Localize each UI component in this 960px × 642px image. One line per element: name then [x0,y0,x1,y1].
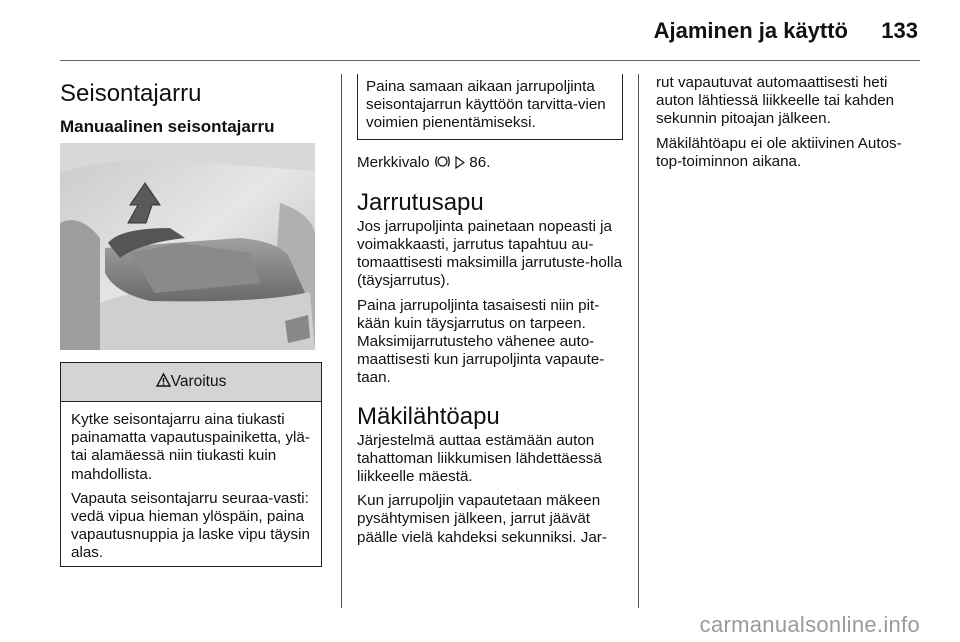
hill-start-title: Mäkilähtöapu [357,402,500,430]
warning-body [61,402,321,563]
middle-column [357,74,623,553]
chapter-title: Ajaminen ja käyttö [653,18,848,43]
indicator-label: Merkkivalo [357,153,430,171]
warning-triangle-icon [156,373,171,392]
brake-assist-paragraph: Paina jarrupoljinta tasaisesti niin pit-kään kuin täysjarrutus on tarpeen. Maksimijarrutusteho vähenee auto-maattisesti kun jarrupoljinta vapaute-taan. [357,296,605,387]
indicator-page: 86. [469,153,491,171]
brake-assist-paragraph: Jos jarrupoljinta painetaan nopeasti ja voimakkaasti, jarrutus tapahtuu au-tomaattisesti maksimilla jarrutuste-holla (täysjarrutus). [357,217,623,290]
section-title: Seisontajarru [60,80,202,107]
warning-title: Varoitus [170,373,227,390]
column-divider [638,74,639,608]
watermark: carmanualsonline.info [699,612,920,637]
note-box: Paina samaan aikaan jarrupoljinta seisontajarrun käyttöön tarvitta-vien voimien pienentämiseksi. [357,74,623,140]
warning-header [61,363,321,402]
page-number: 133 [881,18,918,43]
hill-start-paragraph: Järjestelmä auttaa estämään auton tahattoman liikkumisen lähdettäessä liikkeelle mäestä. [357,431,602,486]
parking-brake-lever-photo [60,143,315,350]
warning-paragraph: Kytke seisontajarru aina tiukasti painamatta vapautuspainiketta, ylä- tai alamäessä niin tiukasti kuin mahdollista. [71,411,310,483]
header-divider [60,60,920,61]
warning-box [60,362,322,567]
brake-warning-light-icon [434,154,451,174]
hill-start-note: Mäkilähtöapu ei ole aktiivinen Autos-top-toiminnon aikana. [656,134,902,170]
brake-assist-title: Jarrutusapu [357,188,484,216]
subsection-title: Manuaalinen seisontajarru [60,117,275,136]
column-divider [341,74,342,608]
hill-start-continued: rut vapautuvat automaattisesti heti auton lähtiessä liikkeelle tai kahden sekunnin pitoajan jälkeen. [656,74,895,128]
page-reference-icon [455,156,465,174]
warning-paragraph: Vapauta seisontajarru seuraa-vasti: vedä vipua hieman ylöspäin, paina vapautusnuppia ja laske vipu täysin alas. [71,489,310,562]
left-column [60,80,322,138]
indicator-reference [357,154,623,174]
hill-start-paragraph: Kun jarrupoljin vapautetaan mäkeen pysähtymisen jälkeen, jarrut jäävät päälle vielä kahdeksi sekunniksi. Jar- [357,492,607,546]
right-column [656,74,918,177]
